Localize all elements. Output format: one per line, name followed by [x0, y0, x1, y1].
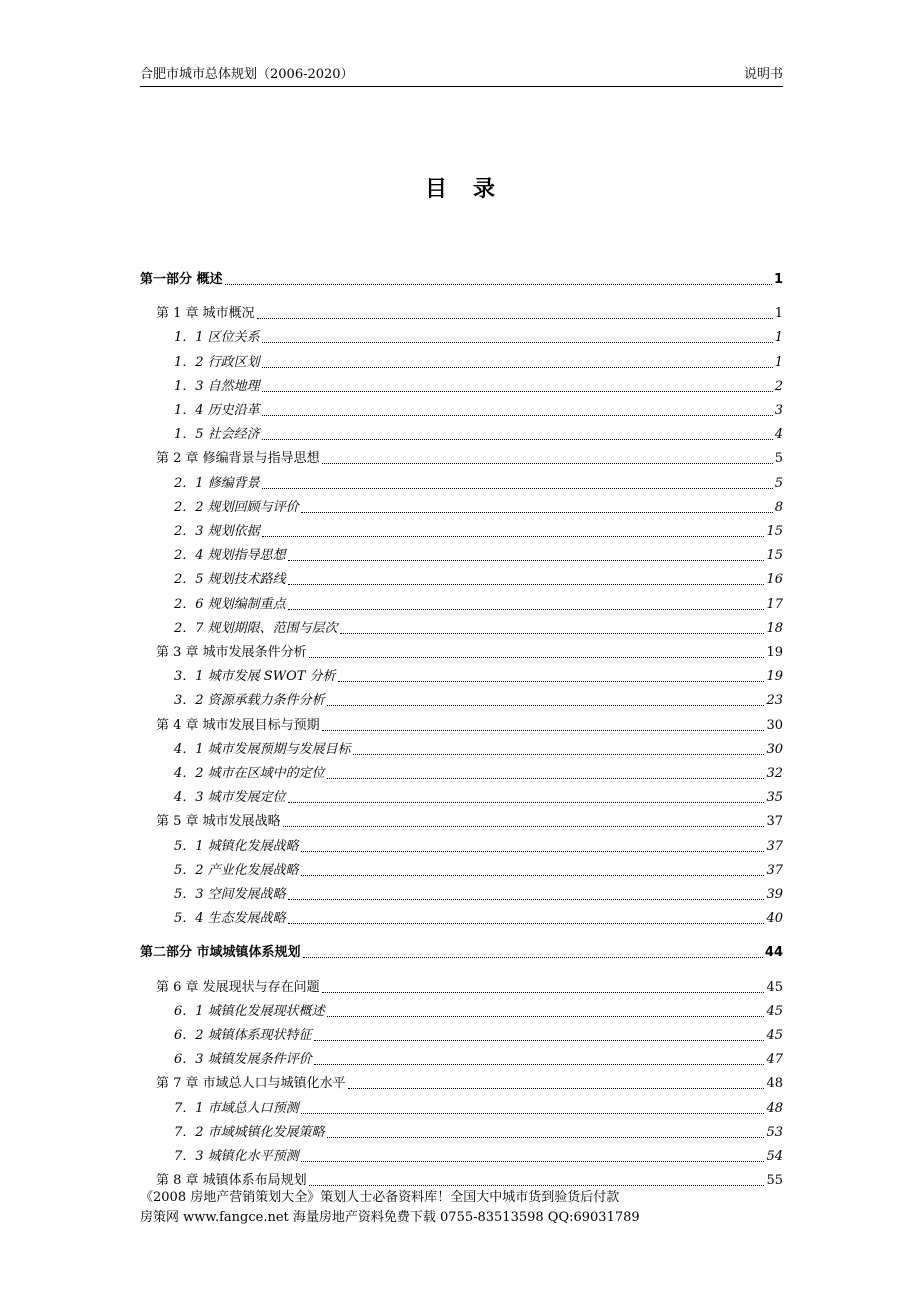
toc-entry-label: 5．4 生态发展战略 — [174, 911, 286, 927]
toc-entry-part[interactable] — [140, 941, 783, 961]
toc-entry-part[interactable] — [140, 268, 783, 288]
toc-entry-label: 1．1 区位关系 — [174, 330, 260, 346]
toc-entry-page-number: 54 — [766, 1149, 783, 1164]
toc-entry-label: 2．7 规划期限、范围与层次 — [174, 620, 338, 636]
toc-leader-dots — [340, 632, 765, 634]
toc-entry-label: 第 7 章 市域总人口与城镇化水平 — [156, 1076, 346, 1092]
toc-entry-page-number: 18 — [766, 620, 783, 636]
toc-entry-label: 5．3 空间发展战略 — [174, 887, 286, 902]
toc-entry-page-number: 1 — [774, 330, 783, 346]
toc-entry-label: 7．3 城镇化水平预测 — [174, 1149, 299, 1164]
toc-entry-page-number: 48 — [766, 1076, 783, 1092]
toc-leader-dots — [283, 825, 765, 827]
toc-entry-section[interactable] — [140, 1145, 783, 1165]
toc-leader-dots — [262, 438, 773, 440]
toc-entry-section[interactable] — [140, 472, 783, 492]
toc-entry-label: 2．5 规划技术路线 — [174, 572, 286, 588]
toc-entry-section[interactable] — [140, 326, 783, 346]
toc-entry-label: 3．2 资源承载力条件分析 — [174, 693, 325, 709]
toc-entry-label: 2．6 规划编制重点 — [174, 596, 286, 612]
toc-entry-label: 5．2 产业化发展战略 — [174, 862, 299, 878]
toc-entry-page-number: 32 — [766, 766, 783, 781]
toc-leader-dots — [225, 283, 772, 285]
toc-entry-label: 2．1 修编背景 — [174, 475, 260, 491]
toc-leader-dots — [288, 898, 765, 900]
toc-entry-chapter[interactable] — [140, 810, 783, 830]
toc-leader-dots — [338, 680, 765, 682]
toc-entry-section[interactable] — [140, 544, 783, 564]
toc-entry-section[interactable] — [140, 375, 783, 395]
toc-entry-label: 第 5 章 城市发展战略 — [156, 814, 281, 830]
toc-leader-dots — [322, 991, 765, 993]
toc-leader-dots — [288, 801, 765, 803]
toc-leader-dots — [288, 922, 765, 924]
toc-leader-dots — [309, 656, 765, 658]
toc-entry-page-number: 44 — [764, 945, 783, 961]
toc-leader-dots — [303, 956, 763, 958]
toc-entry-section[interactable] — [140, 665, 783, 685]
toc-entry-label: 第 4 章 城市发展目标与预期 — [156, 717, 320, 733]
footer-line-1: 《2008 房地产营销策划大全》策划人士必备资料库！全国大中城市货到验货后付款 — [140, 1190, 620, 1205]
toc-entry-chapter[interactable] — [140, 302, 783, 322]
toc-leader-dots — [353, 753, 765, 755]
toc-entry-label: 6．3 城镇发展条件评价 — [174, 1052, 312, 1068]
toc-entry-section[interactable] — [140, 1121, 783, 1141]
toc-entry-page-number: 37 — [766, 814, 783, 830]
toc-entry-page-number: 1 — [774, 354, 783, 370]
toc-entry-label: 4．2 城市在区域中的定位 — [174, 766, 325, 781]
toc-entry-label: 6．2 城镇体系现状特征 — [174, 1028, 312, 1043]
toc-entry-label: 1．2 行政区划 — [174, 354, 260, 370]
toc-entry-section[interactable] — [140, 399, 783, 419]
toc-entry-chapter[interactable] — [140, 1072, 783, 1092]
toc-entry-chapter[interactable] — [140, 714, 783, 734]
toc-entry-label: 第 2 章 修编背景与指导思想 — [156, 451, 320, 467]
toc-entry-label: 3．1 城市发展 SWOT 分析 — [174, 669, 336, 685]
toc-entry-section[interactable] — [140, 762, 783, 782]
toc-leader-dots — [262, 390, 773, 392]
toc-leader-dots — [314, 1039, 765, 1041]
toc-entry-section[interactable] — [140, 883, 783, 903]
toc-entry-page-number: 8 — [774, 499, 783, 515]
toc-entry-chapter[interactable] — [140, 447, 783, 467]
toc-entry-label: 2．2 规划回顾与评价 — [174, 499, 299, 515]
toc-entry-section[interactable] — [140, 423, 783, 443]
toc-entry-section[interactable] — [140, 617, 783, 637]
toc-entry-page-number: 3 — [774, 403, 783, 418]
toc-entry-page-number: 39 — [766, 887, 783, 902]
toc-entry-page-number: 19 — [766, 669, 783, 685]
toc-entry-section[interactable] — [140, 1097, 783, 1117]
toc-entry-section[interactable] — [140, 568, 783, 588]
toc-entry-page-number: 45 — [766, 1028, 783, 1043]
toc-entry-label: 第 1 章 城市概况 — [156, 306, 255, 322]
toc-entry-label: 7．2 市域城镇化发展策略 — [174, 1124, 325, 1140]
toc-entry-label: 2．4 规划指导思想 — [174, 548, 286, 564]
toc-entry-page-number: 17 — [766, 596, 783, 612]
toc-entry-section[interactable] — [140, 593, 783, 613]
header-document-title: 合肥市城市总体规划（2006-2020） — [140, 67, 354, 82]
toc-entry-section[interactable] — [140, 496, 783, 516]
toc-leader-dots — [314, 1063, 765, 1065]
toc-leader-dots — [262, 535, 765, 537]
header-document-type: 说明书 — [743, 67, 783, 82]
toc-entry-page-number: 47 — [766, 1052, 783, 1068]
toc-entry-section[interactable] — [140, 907, 783, 927]
toc-entry-label: 5．1 城镇化发展战略 — [174, 838, 299, 854]
toc-entry-page-number: 35 — [766, 790, 783, 806]
toc-entry-label: 7．1 市域总人口预测 — [174, 1100, 299, 1116]
toc-entry-section[interactable] — [140, 351, 783, 371]
footer-line-2: 房策网 www.fangce.net 海量房地产资料免费下载 0755-83513598 QQ:69031789 — [140, 1210, 640, 1225]
toc-entry-chapter[interactable] — [140, 641, 783, 661]
toc-entry-section[interactable] — [140, 520, 783, 540]
toc-entry-label: 第 3 章 城市发展条件分析 — [156, 645, 307, 660]
toc-entry-page-number: 45 — [766, 1003, 783, 1019]
toc-entry-page-number: 5 — [774, 451, 783, 467]
toc-entry-page-number: 16 — [766, 572, 783, 588]
toc-entry-label: 2．3 规划依据 — [174, 524, 260, 539]
toc-entry-page-number: 5 — [774, 475, 783, 491]
toc-leader-dots — [309, 1184, 765, 1186]
toc-entry-label: 第 8 章 城镇体系布局规划 — [156, 1173, 307, 1189]
toc-entry-page-number: 4 — [774, 427, 783, 443]
toc-entry-page-number: 1 — [773, 272, 783, 287]
toc-entry-label: 1．5 社会经济 — [174, 427, 260, 443]
toc-leader-dots — [327, 777, 765, 779]
toc-entry-section[interactable] — [140, 786, 783, 806]
toc-entry-section[interactable] — [140, 1024, 783, 1044]
toc-leader-dots — [262, 341, 773, 343]
toc-leader-dots — [322, 462, 773, 464]
toc-entry-label: 1．3 自然地理 — [174, 378, 260, 394]
toc-entry-page-number: 53 — [766, 1124, 783, 1140]
toc-leader-dots — [327, 1136, 765, 1138]
toc-leader-dots — [262, 487, 773, 489]
toc-leader-dots — [288, 583, 765, 585]
toc-entry-chapter[interactable] — [140, 1169, 783, 1189]
toc-entry-page-number: 37 — [766, 862, 783, 878]
toc-leader-dots — [301, 850, 765, 852]
toc-entry-page-number: 30 — [766, 741, 783, 757]
toc-entry-label: 1．4 历史沿革 — [174, 403, 260, 418]
toc-leader-dots — [301, 1112, 765, 1114]
toc-entry-section[interactable] — [140, 859, 783, 879]
toc-leader-dots — [301, 874, 765, 876]
toc-entry-label: 4．1 城市发展预期与发展目标 — [174, 741, 351, 757]
toc-entry-page-number: 15 — [766, 548, 783, 564]
toc-leader-dots — [301, 1160, 765, 1162]
toc-entry-page-number: 30 — [766, 717, 783, 733]
toc-entry-section[interactable] — [140, 835, 783, 855]
toc-entry-section[interactable] — [140, 1048, 783, 1068]
toc-entry-page-number: 55 — [766, 1173, 783, 1189]
toc-leader-dots — [327, 704, 765, 706]
toc-leader-dots — [288, 608, 765, 610]
toc-entry-page-number: 2 — [774, 378, 783, 394]
toc-entry-section[interactable] — [140, 689, 783, 709]
toc-entry-section[interactable] — [140, 1000, 783, 1020]
toc-entry-label: 第二部分 市域城镇体系规划 — [140, 945, 301, 961]
toc-entry-page-number: 1 — [774, 306, 783, 322]
toc-entry-label: 第一部分 概述 — [140, 272, 223, 287]
toc-entry-page-number: 40 — [766, 911, 783, 927]
page-header — [140, 64, 783, 87]
toc-entry-label: 6．1 城镇化发展现状概述 — [174, 1003, 325, 1019]
toc-entry-page-number: 37 — [766, 838, 783, 854]
toc-leader-dots — [327, 1015, 765, 1017]
toc-entry-page-number: 45 — [766, 979, 783, 995]
toc-entry-page-number: 15 — [766, 524, 783, 539]
page-footer — [140, 1188, 800, 1228]
toc-entry-page-number: 19 — [766, 645, 783, 660]
toc-leader-dots — [257, 317, 773, 319]
toc-entry-chapter[interactable] — [140, 976, 783, 996]
toc-entry-label: 4．3 城市发展定位 — [174, 790, 286, 806]
toc-leader-dots — [301, 511, 773, 513]
toc-entry-page-number: 48 — [766, 1100, 783, 1116]
toc-title: 目录 — [424, 177, 521, 202]
toc-entry-page-number: 23 — [766, 693, 783, 709]
toc-entry-label: 第 6 章 发展现状与存在问题 — [156, 979, 320, 995]
toc-leader-dots — [348, 1087, 765, 1089]
toc-entry-section[interactable] — [140, 738, 783, 758]
toc-leader-dots — [262, 414, 773, 416]
toc-leader-dots — [288, 559, 765, 561]
toc-leader-dots — [262, 366, 773, 368]
toc-leader-dots — [322, 729, 765, 731]
